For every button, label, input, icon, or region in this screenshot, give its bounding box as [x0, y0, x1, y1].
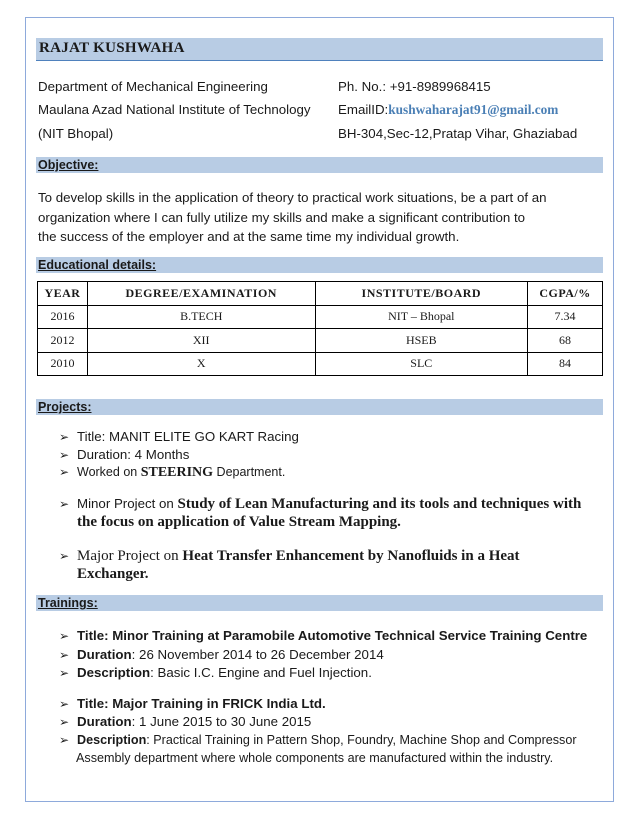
minor-project-topic: Study of Lean Manufacturing and its tools and techniques with	[177, 496, 582, 512]
go-kart-duration-item	[59, 447, 189, 462]
cell-cgpa: 68	[528, 329, 603, 353]
minor-project-prefix: Minor Project on	[77, 496, 178, 511]
table-row	[38, 329, 603, 353]
arrow-bullet-icon: ➢	[59, 430, 70, 444]
table-row	[38, 352, 603, 376]
major-training-duration: : 1 June 2015 to 30 June 2015	[131, 714, 312, 729]
cell-degree: X	[87, 352, 315, 376]
column-header-degree: DEGREE/EXAMINATION	[87, 282, 315, 306]
duration-label: Duration	[77, 714, 132, 729]
arrow-bullet-icon: ➢	[59, 629, 70, 643]
duration-label: Duration	[77, 647, 132, 662]
description-label: Description	[77, 665, 151, 680]
cell-year: 2016	[38, 305, 88, 329]
major-training-description: : Practical Training in Pattern Shop, Foundry, Machine Shop and Compressor	[146, 733, 577, 747]
major-training-description-continuation: Assembly department where whole components are manufactured within the industry.	[76, 751, 554, 765]
department: Department of Mechanical Engineering	[38, 79, 268, 94]
objective-line: organization where I can fully utilize my skills and make a significant contribution to	[38, 209, 526, 225]
arrow-bullet-icon: ➢	[59, 465, 70, 479]
candidate-name: RAJAT KUSHWAHA	[39, 40, 185, 56]
arrow-bullet-icon: ➢	[59, 733, 70, 747]
minor-training-title-item	[59, 628, 587, 643]
minor-training-duration: : 26 November 2014 to 26 December 2014	[131, 647, 384, 662]
projects-title: Projects:	[38, 400, 92, 414]
major-project-topic: Heat Transfer Enhancement by Nanofluids in a Heat	[182, 548, 520, 564]
education-section-bar	[36, 257, 603, 273]
address: BH-304,Sec-12,Pratap Vihar, Ghaziabad	[338, 126, 578, 141]
minor-project-continuation	[77, 514, 401, 531]
trainings-title: Trainings:	[38, 596, 98, 610]
worked-suffix: Department.	[213, 465, 286, 479]
minor-project-topic-line2: the focus on application of Value Stream Mapping.	[77, 514, 401, 530]
arrow-bullet-icon: ➢	[59, 549, 70, 563]
email-link[interactable]: kushwaharajat91@gmail.com	[388, 102, 559, 117]
name-header-bar	[36, 38, 603, 61]
column-header-year: YEAR	[38, 282, 88, 306]
major-training-title: Title: Major Training in FRICK India Ltd.	[77, 696, 326, 711]
minor-training-duration-item	[59, 647, 384, 662]
institute-short: (NIT Bhopal)	[38, 126, 114, 141]
major-project-continuation	[77, 566, 149, 583]
major-training-description-item	[59, 733, 577, 747]
projects-section-bar	[36, 399, 603, 415]
column-header-institute: INSTITUTE/BOARD	[315, 282, 528, 306]
worked-department: STEERING	[140, 465, 214, 480]
arrow-bullet-icon: ➢	[59, 697, 70, 711]
phone-line	[338, 79, 491, 94]
trainings-section-bar	[36, 595, 603, 611]
go-kart-title-item	[59, 429, 299, 444]
phone-label: Ph. No.:	[338, 79, 390, 94]
arrow-bullet-icon: ➢	[59, 648, 70, 662]
arrow-bullet-icon: ➢	[59, 448, 70, 462]
major-training-title-item	[59, 696, 326, 711]
minor-training-description-item	[59, 665, 372, 680]
minor-project-item	[59, 496, 581, 513]
minor-training-description: : Basic I.C. Engine and Fuel Injection.	[150, 665, 372, 680]
go-kart-title: Title: MANIT ELITE GO KART Racing	[77, 429, 299, 444]
table-header-row	[38, 282, 603, 306]
cell-year: 2010	[38, 352, 88, 376]
cell-cgpa: 7.34	[528, 305, 603, 329]
major-project-topic-line2: Exchanger.	[77, 566, 149, 582]
objective-paragraph	[38, 188, 598, 247]
go-kart-duration: Duration: 4 Months	[77, 447, 190, 462]
cell-institute: NIT – Bhopal	[315, 305, 528, 329]
cell-institute: HSEB	[315, 329, 528, 353]
cell-cgpa: 84	[528, 352, 603, 376]
objective-line: the success of the employer and at the same time my individual growth.	[38, 229, 460, 244]
major-project-prefix: Major Project on	[77, 548, 183, 564]
cell-degree: XII	[87, 329, 315, 353]
arrow-bullet-icon: ➢	[59, 715, 70, 729]
major-project-item	[59, 548, 520, 565]
cell-year: 2012	[38, 329, 88, 353]
minor-training-title: Title: Minor Training at Paramobile Automotive Technical Service Training Centre	[77, 628, 588, 643]
institute: Maulana Azad National Institute of Technology	[38, 102, 311, 117]
education-table	[37, 281, 603, 376]
objective-title: Objective:	[38, 158, 99, 172]
cell-institute: SLC	[315, 352, 528, 376]
description-label: Description	[77, 733, 147, 747]
phone-number: +91-8989968415	[389, 79, 491, 94]
go-kart-worked-item	[59, 464, 285, 481]
email-label: EmailID:	[338, 102, 389, 117]
cell-degree: B.TECH	[87, 305, 315, 329]
worked-prefix: Worked on	[77, 465, 141, 479]
table-row	[38, 305, 603, 329]
objective-line: To develop skills in the application of theory to practical work situations, be a part of an	[38, 190, 547, 205]
arrow-bullet-icon: ➢	[59, 497, 70, 511]
column-header-cgpa: CGPA/%	[528, 282, 603, 306]
arrow-bullet-icon: ➢	[59, 666, 70, 680]
objective-section-bar	[36, 157, 603, 173]
education-title: Educational details:	[38, 258, 157, 272]
major-training-duration-item	[59, 714, 311, 729]
email-line	[338, 102, 558, 118]
